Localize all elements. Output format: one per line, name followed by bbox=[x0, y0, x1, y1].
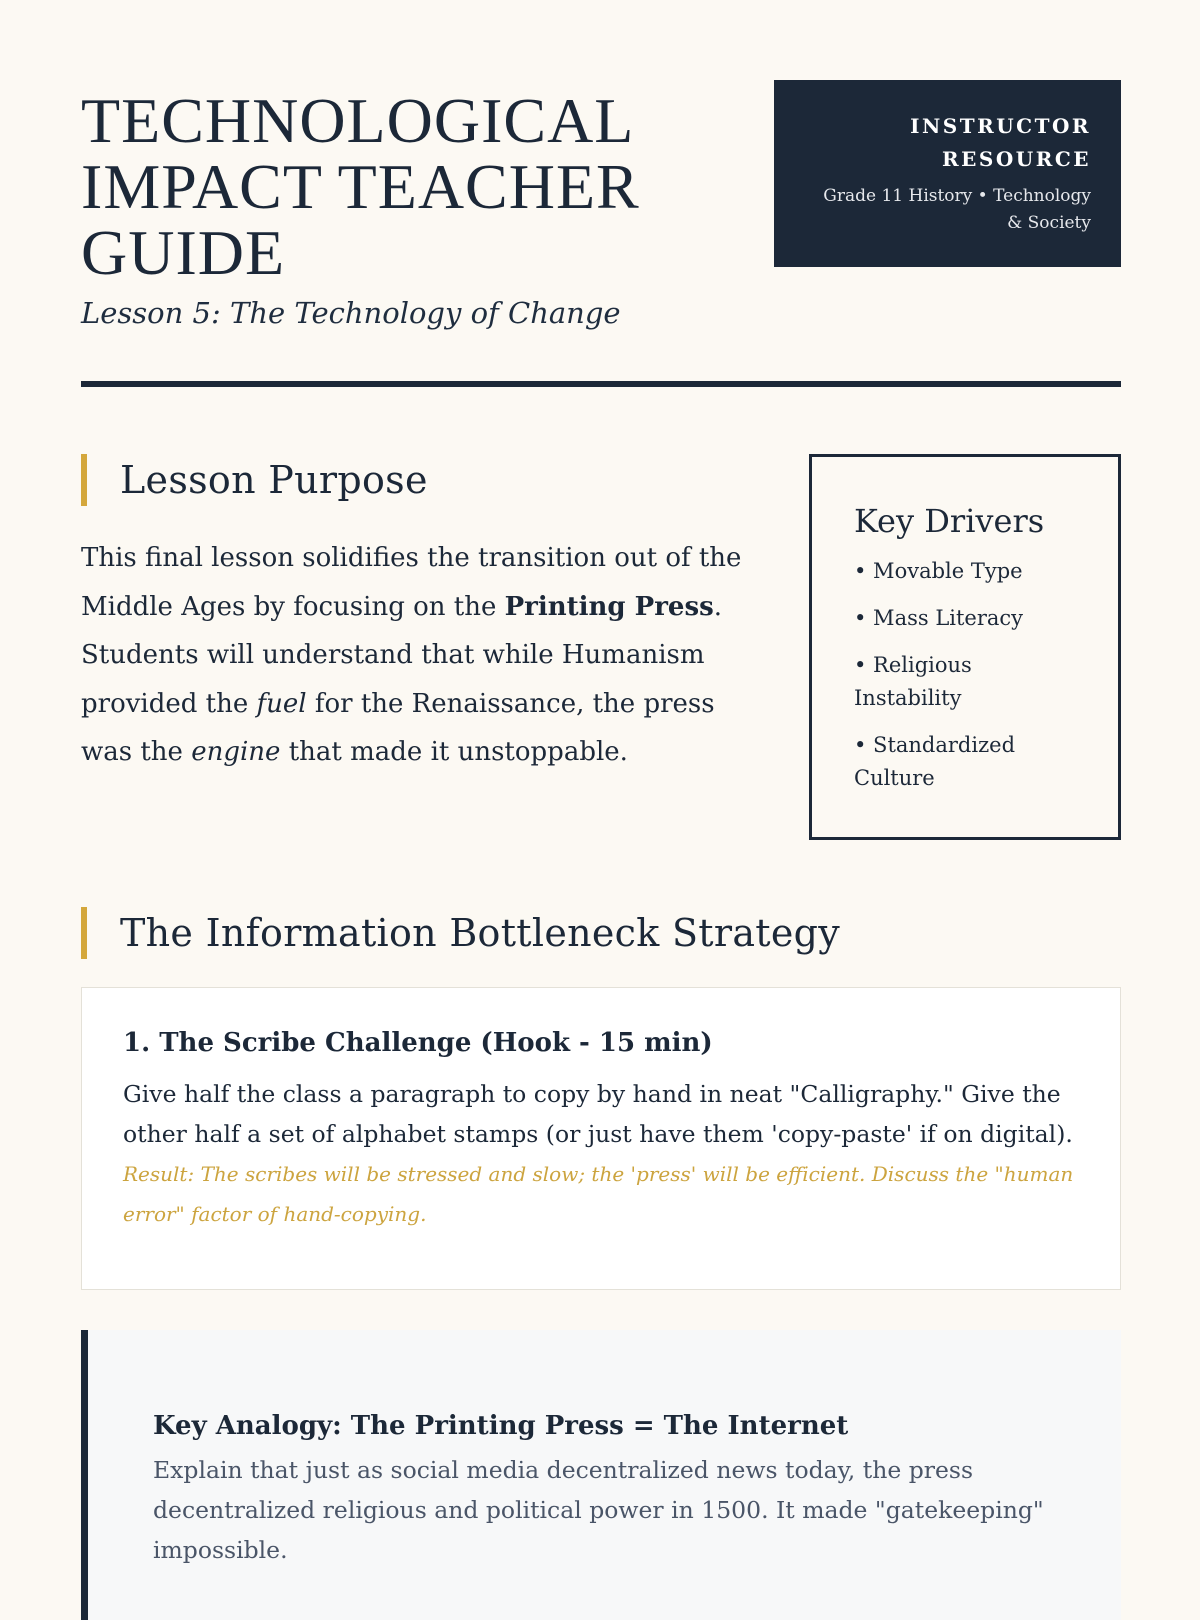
page-title: TECHNOLOGICAL IMPACT TEACHER GUIDE bbox=[81, 85, 640, 288]
purpose-text-part-4: that made it unstoppable. bbox=[280, 737, 628, 767]
key-drivers-list bbox=[854, 555, 1078, 795]
analogy-title: Key Analogy: The Printing Press = The Internet bbox=[153, 1411, 849, 1441]
analogy-body: Explain that just as social media decentralized news today, the press decentralized religious and political power in 1500. It made "gatekeeping" impossible. bbox=[153, 1456, 1044, 1564]
step-instructions: Give half the class a paragraph to copy by hand in neat "Calligraphy." Give the other half a set of alphabet stamps (or just have them 'copy-paste' if on digital). bbox=[123, 1080, 1073, 1148]
purpose-text-part-2: . Students will understand that while Humanism provided the bbox=[81, 591, 722, 719]
list-item: • Movable Type bbox=[854, 559, 1023, 583]
step-title: 1. The Scribe Challenge (Hook - 15 min) bbox=[123, 1028, 713, 1058]
purpose-italic-engine: engine bbox=[191, 737, 281, 767]
instructor-resource-badge bbox=[774, 80, 1121, 267]
guide-header bbox=[81, 80, 1121, 340]
list-item: • Standardized Culture bbox=[854, 733, 1016, 790]
key-drivers-title: Key Drivers bbox=[854, 502, 1045, 540]
lesson-subtitle: Lesson 5: The Technology of Change bbox=[81, 296, 621, 330]
strategy-heading: The Information Bottleneck Strategy bbox=[81, 907, 840, 959]
lesson-purpose-heading: Lesson Purpose bbox=[81, 454, 428, 506]
purpose-italic-fuel: fuel bbox=[256, 688, 307, 719]
scribe-challenge-card bbox=[81, 987, 1121, 1290]
lesson-purpose-text bbox=[81, 534, 761, 777]
header-divider bbox=[81, 381, 1121, 387]
purpose-text-part-3: for the Renaissance, the press was the bbox=[81, 688, 715, 767]
step-result: Result: The scribes will be stressed and slow; the 'press' will be efficient. Discuss the "human error" factor of hand-copying. bbox=[123, 1162, 1074, 1226]
key-analogy-callout bbox=[81, 1330, 1121, 1620]
key-drivers-box bbox=[809, 454, 1121, 840]
badge-title: INSTRUCTOR RESOURCE bbox=[910, 114, 1091, 171]
purpose-text-part-1: This final lesson solidifies the transition out of the Middle Ages by focusing on the bbox=[81, 543, 742, 622]
purpose-bold-term: Printing Press bbox=[504, 591, 714, 622]
badge-subtitle: Grade 11 History • Technology & Society bbox=[823, 186, 1091, 233]
list-item: • Mass Literacy bbox=[854, 606, 1024, 630]
list-item: • Religious Instability bbox=[854, 653, 972, 710]
